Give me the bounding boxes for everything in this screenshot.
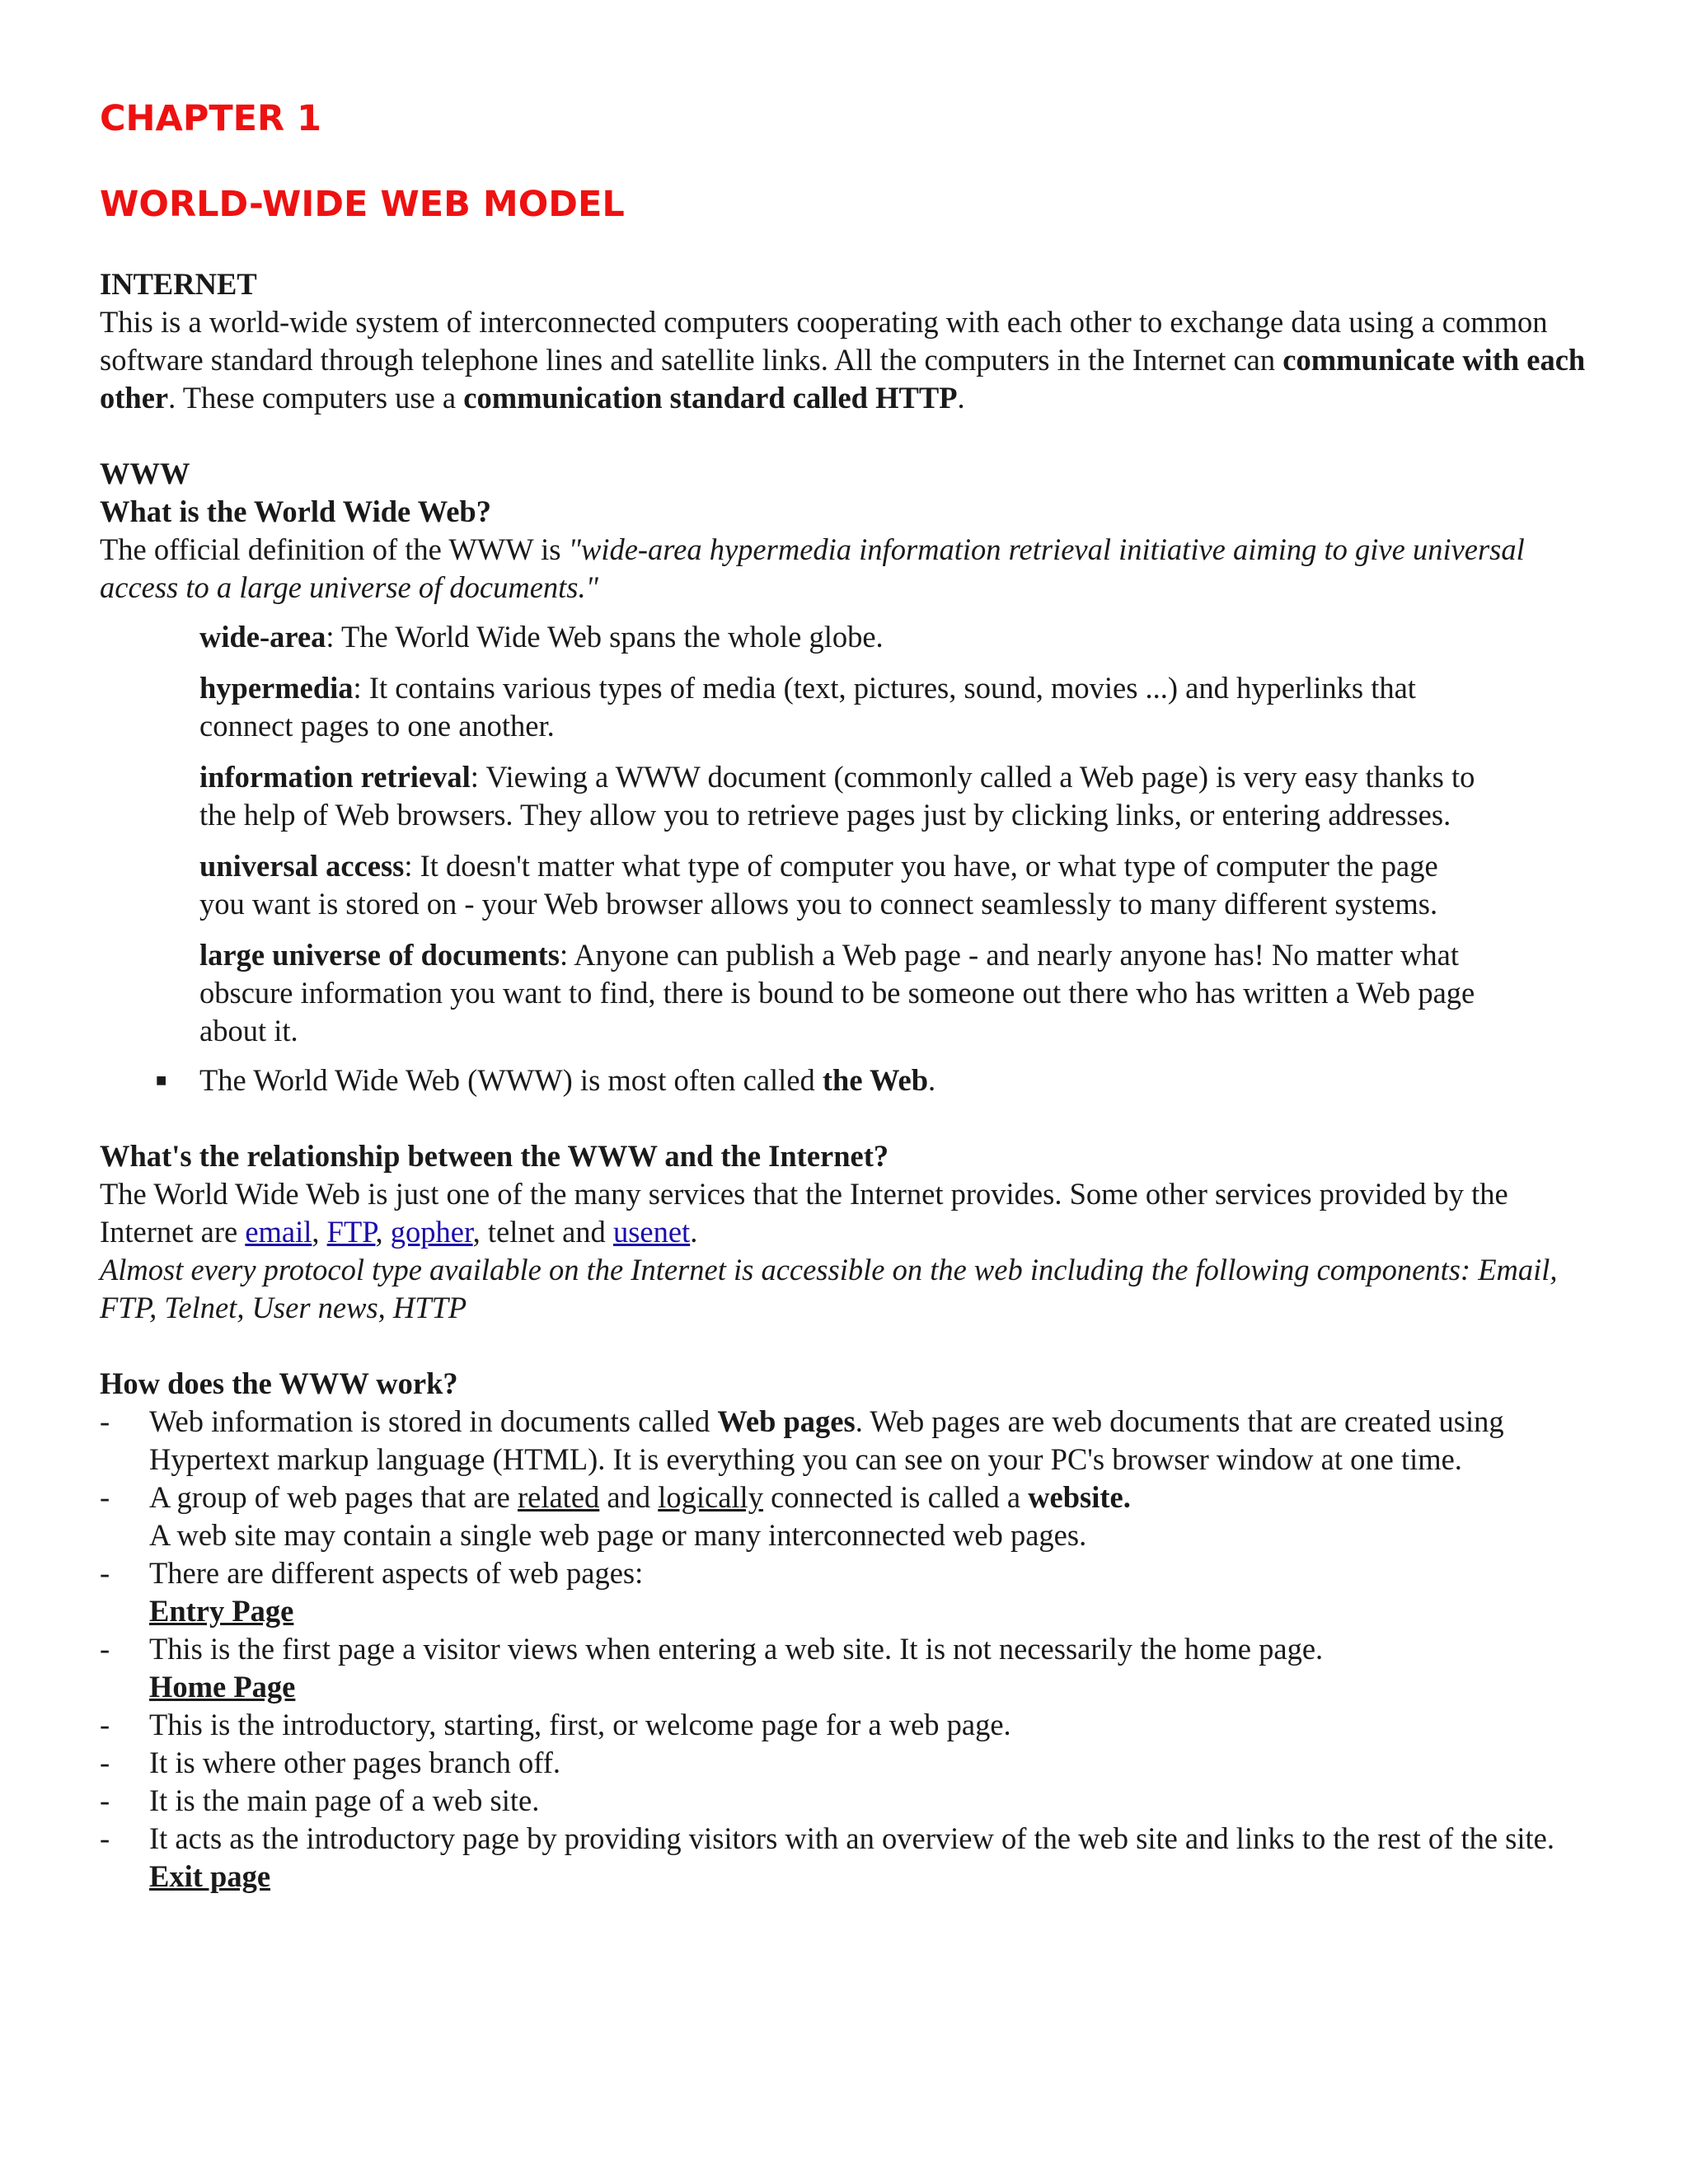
internet-bold-1: communicate with each other [100,343,1586,415]
dash-text: This is the first page a visitor views when entering a web site. It is not necessarily the home page. [149,1632,1324,1666]
definition-text: : It doesn't matter what type of computer you have, or what type of computer the page you want is stored on - your Web browser allows you to connect seamlessly to many different systems. [199,849,1438,921]
relationship-question: What's the relationship between the WWW and the Internet? [100,1139,889,1173]
item-text: connected is called a [771,1480,1021,1514]
dash-item [100,1554,1600,1592]
bullet-bold: the Web [822,1063,929,1097]
section-internet [100,265,1600,417]
dash-marker: - [100,1480,110,1514]
bullet-item [156,1062,1600,1099]
definition-text: : Anyone can publish a Web page - and nearly anyone has! No matter what obscure information you want to find, there is bound to be someone out there who has written a Web page about it. [199,938,1475,1047]
bullet-text-main: The World Wide Web (WWW) is most often called [199,1063,815,1097]
item-text: Web information is stored in documents called [149,1404,710,1438]
dash-item [100,1820,1600,1858]
definition-text: : Viewing a WWW document (commonly called a Web page) is very easy thanks to the help of Web browsers. They allow you to retrieve pages just by clicking links, or entering addresses. [199,760,1475,832]
dash-text: It is where other pages branch off. [149,1746,560,1779]
definition-item [199,936,1485,1050]
definition-list [199,618,1485,1050]
dash-text: It acts as the introductory page by providing visitors with an overview of the web site and links to the rest of the site. [149,1821,1554,1855]
definition-text: : It contains various types of media (text, pictures, sound, movies ...) and hyperlinks that connect pages to one another. [199,671,1416,743]
square-bullet-icon: ■ [156,1070,167,1090]
dash-marker: - [100,1746,110,1779]
dash-item [100,1479,1600,1554]
item-text: A web site may contain a single web page or many interconnected web pages. [149,1518,1087,1552]
dash-item [100,1744,1600,1782]
section-www [100,455,1600,1099]
bullet-text [199,1062,935,1099]
exit-page-heading: Exit page [149,1859,271,1893]
www-definition-intro: The official definition of the WWW is [100,532,561,566]
definition-term: large universe of documents [199,938,560,972]
dash-text: This is the introductory, starting, first, or welcome page for a web page. [149,1708,1011,1741]
separator: , [375,1215,383,1249]
www-definition [100,531,1600,607]
item-bold: website. [1028,1480,1131,1514]
link-usenet[interactable]: usenet [612,1215,691,1249]
definition-text: : The World Wide Web spans the whole globe. [326,620,884,654]
www-definition-quote: "wide-area hypermedia information retrieval initiative aiming to give universal access to a large universe of documents." [100,532,1525,604]
definition-item [199,847,1485,923]
item-underlined: logically [658,1480,763,1514]
dash-marker: - [100,1783,110,1817]
dash-marker: - [100,1708,110,1741]
dash-marker: - [100,1404,110,1438]
bullet-end: . [928,1063,936,1097]
item-underlined: related [517,1480,600,1514]
internet-text-3: . [957,381,965,415]
internet-heading: INTERNET [100,267,257,301]
definition-term: universal access [199,849,405,883]
section-relationship [100,1137,1600,1327]
dash-marker: - [100,1556,110,1590]
internet-bold-2: communication standard called HTTP [463,381,958,415]
separator: , [312,1215,320,1249]
chapter-label: CHAPTER 1 [100,98,322,139]
document-content [100,96,1600,1896]
relationship-paragraph [100,1175,1600,1251]
link-email[interactable]: email [245,1215,312,1249]
dash-item [100,1782,1600,1820]
item-text: . Web pages are web documents that are created using Hypertext markup language (HTML). It is everything you can see on your PC's browser window at one time. [149,1404,1504,1476]
definition-term: wide-area [199,620,326,654]
definition-item [199,618,1485,656]
relationship-text: The World Wide Web is just one of the many services that the Internet provides. Some other services provided by the Internet are [100,1177,1508,1249]
dash-marker: - [100,1632,110,1666]
definition-term: hypermedia [199,671,354,705]
dash-text [149,1403,1600,1479]
item-text: and [607,1480,651,1514]
section-how [100,1365,1600,1896]
chapter-title: WORLD-WIDE WEB MODEL [100,184,625,225]
entry-page-heading: Entry Page [149,1594,294,1628]
www-heading: WWW [100,457,190,490]
dash-text: There are different aspects of web pages: [149,1556,644,1590]
definition-item [199,758,1485,834]
internet-text-2: . These computers use a [168,381,457,415]
relationship-italic-note: Almost every protocol type available on the Internet is accessible on the web including the following components: Email, FTP, Telnet, User news, HTTP [100,1253,1558,1324]
dash-item [100,1630,1600,1668]
dash-text [149,1479,1600,1554]
how-question: How does the WWW work? [100,1366,458,1400]
link-ftp[interactable]: FTP [326,1215,376,1249]
dash-item [100,1403,1600,1479]
link-gopher[interactable]: gopher [390,1215,473,1249]
item-bold: Web pages [717,1404,856,1438]
www-question: What is the World Wide Web? [100,494,491,528]
separator: . [690,1215,698,1249]
internet-paragraph [100,303,1600,417]
separator: , telnet and [472,1215,606,1249]
dash-item [100,1706,1600,1744]
definition-item [199,669,1485,745]
internet-text-1: This is a world-wide system of interconnected computers cooperating with each other to exchange data using a common software standard through telephone lines and satellite links. All the computers in the Internet can [100,305,1548,377]
definition-term: information retrieval [199,760,471,794]
dash-marker: - [100,1821,110,1855]
item-text: A group of web pages that are [149,1480,510,1514]
dash-text: It is the main page of a web site. [149,1783,540,1817]
home-page-heading: Home Page [149,1670,296,1704]
